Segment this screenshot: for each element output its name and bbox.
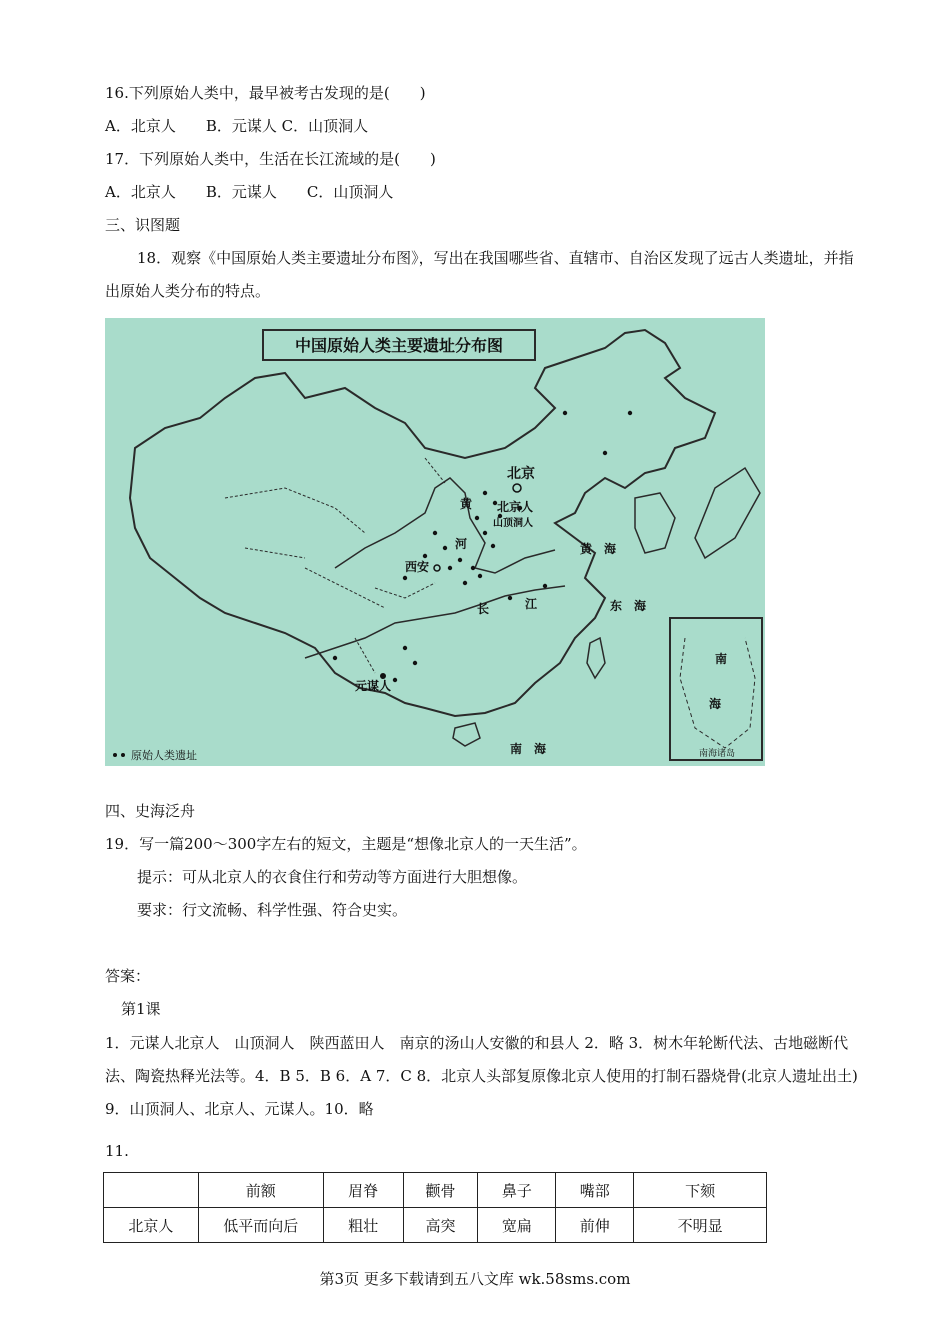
map-background bbox=[105, 318, 765, 766]
table-cell: 颧骨 bbox=[403, 1173, 478, 1208]
table-cell: 宽扁 bbox=[478, 1208, 556, 1243]
table-cell: 眉脊 bbox=[323, 1173, 403, 1208]
question-16-options: A．北京人 B．元谋人 C．山顶洞人 bbox=[105, 117, 369, 135]
label-beijing: 北京 bbox=[507, 466, 535, 482]
legend-label: 原始人类遗址 bbox=[131, 749, 197, 762]
label-huang: 黄 bbox=[460, 497, 473, 511]
table-cell: 北京人 bbox=[104, 1208, 199, 1243]
table-cell: 下颏 bbox=[634, 1173, 767, 1208]
label-yuanmouren: 元谋人 bbox=[355, 679, 392, 693]
answers-lesson: 第1课 bbox=[121, 1000, 161, 1018]
label-xian: 西安 bbox=[405, 560, 430, 574]
table-row bbox=[104, 1208, 767, 1243]
question-19-text: 19．写一篇200～300字左右的短文，主题是“想像北京人的一天生活”。 bbox=[105, 835, 587, 853]
question-18-text: 18．观察《中国原始人类主要遗址分布图》，写出在我国哪些省、直辖市、自治区发现了远古人类遗址，并指出原始人类分布的特点。 bbox=[105, 249, 854, 300]
section-3-heading: 三、识图题 bbox=[105, 216, 181, 234]
label-chang: 长 bbox=[477, 602, 490, 616]
inset-label-nan: 南 bbox=[715, 652, 728, 666]
legend-dot-2 bbox=[121, 753, 125, 757]
inset-label-hai: 海 bbox=[709, 697, 722, 711]
answer-table bbox=[103, 1172, 767, 1243]
label-donghai: 东 海 bbox=[610, 599, 647, 613]
page-footer: 第3页 更多下载请到五八文库 wk.58sms.com bbox=[319, 1270, 631, 1288]
label-nanhai: 南 海 bbox=[510, 742, 547, 756]
table-cell: 不明显 bbox=[634, 1208, 767, 1243]
question-16-stem: 16.下列原始人类中，最早被考古发现的是( ) bbox=[105, 84, 426, 102]
answers-q11-label: 11. bbox=[105, 1142, 129, 1160]
table-header-row bbox=[104, 1173, 767, 1208]
question-19-requirement: 要求：行文流畅、科学性强、符合史实。 bbox=[137, 901, 408, 919]
question-19-hint: 提示：可从北京人的衣食住行和劳动等方面进行大胆想像。 bbox=[137, 868, 528, 886]
table-cell: 鼻子 bbox=[478, 1173, 556, 1208]
table-cell: 高突 bbox=[403, 1208, 478, 1243]
label-he: 河 bbox=[455, 537, 468, 551]
table-cell: 低平而向后 bbox=[198, 1208, 323, 1243]
site-distribution-map bbox=[105, 318, 765, 766]
question-17-stem: 17．下列原始人类中，生活在长江流域的是( ) bbox=[105, 150, 436, 168]
table-cell bbox=[104, 1173, 199, 1208]
label-jiang: 江 bbox=[525, 597, 538, 611]
inset-caption: 南海诸岛 bbox=[698, 749, 736, 759]
table-cell: 前额 bbox=[198, 1173, 323, 1208]
label-huanghai: 黄 海 bbox=[580, 542, 617, 556]
table-cell: 前伸 bbox=[556, 1208, 634, 1243]
answers-heading: 答案： bbox=[105, 967, 151, 985]
table-cell: 嘴部 bbox=[556, 1173, 634, 1208]
label-beijingren: 北京人 bbox=[497, 500, 534, 514]
label-shandingdongren: 山顶洞人 bbox=[493, 518, 533, 529]
table-cell: 粗壮 bbox=[323, 1208, 403, 1243]
section-4-heading: 四、史海泛舟 bbox=[105, 802, 196, 820]
legend-dot-1 bbox=[113, 753, 117, 757]
map-title: 中国原始人类主要遗址分布图 bbox=[294, 336, 504, 355]
answers-text: 1．元谋人北京人 山顶洞人 陕西蓝田人 南京的汤山人安徽的和县人 2．略 3．树木年轮断代法、古地磁断代法、陶瓷热释光法等。4．B 5．B 6．A 7．C 8．北京人头部复原像北京人使用的打制石器烧骨(北京人遗址出土) 9．山顶洞人、北京人、元谋人。10．略 bbox=[105, 1034, 873, 1118]
question-17-options: A．北京人 B．元谋人 C．山顶洞人 bbox=[105, 183, 394, 201]
